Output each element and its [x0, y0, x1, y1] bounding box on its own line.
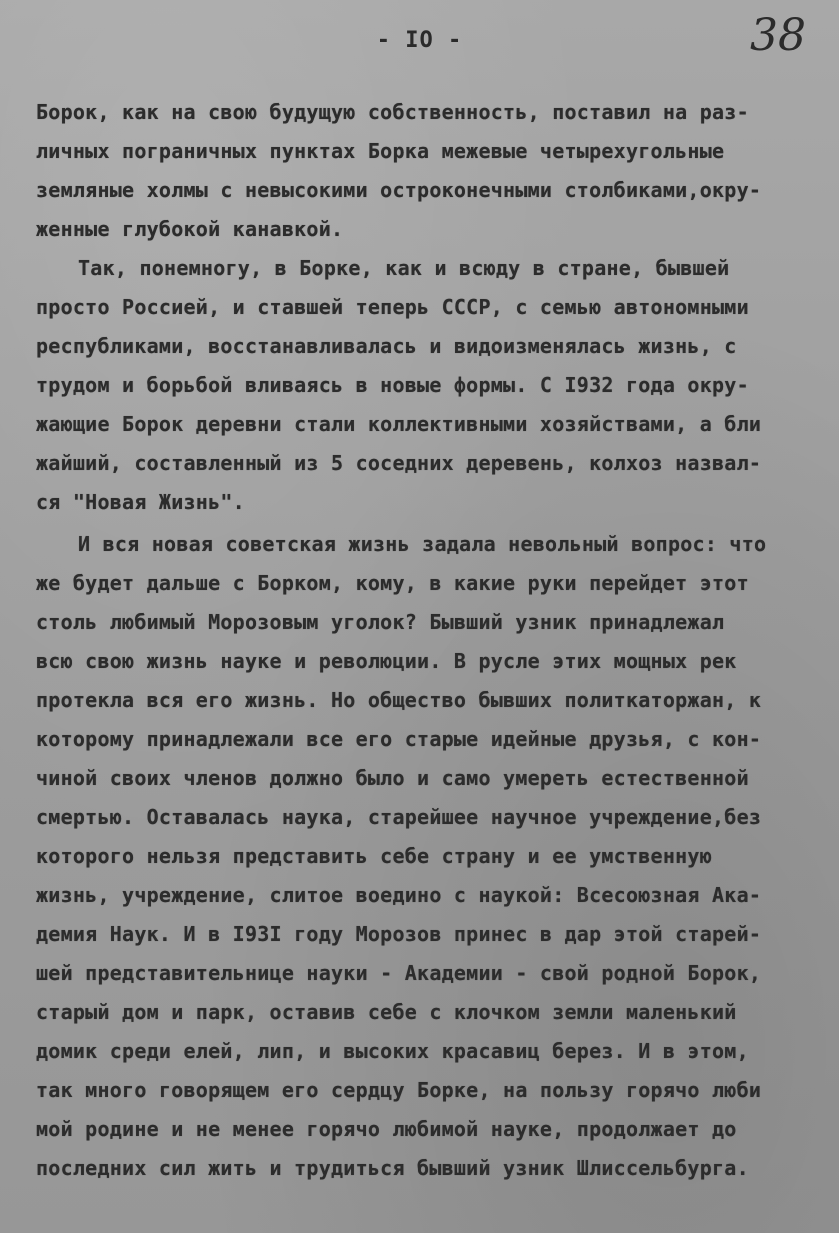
- text-line: жающие Борок деревни стали коллективными хозяйствами, а бли: [36, 412, 762, 436]
- text-line: же будет дальше с Борком, кому, в какие руки перейдет этот: [36, 571, 749, 595]
- text-line: земляные холмы с невысокими остроконечными столбиками,окру-: [36, 178, 762, 202]
- text-line: жизнь, учреждение, слитое воедино с наукой: Всесоюзная Ака-: [36, 883, 762, 907]
- text-line: личных пограничных пунктах Борка межевые четырехугольные: [36, 139, 725, 163]
- text-line: И вся новая советская жизнь задала невольный вопрос: что: [78, 532, 767, 556]
- text-line: так много говорящем его сердцу Борке, на пользу горячо люби: [36, 1078, 762, 1102]
- text-line: домик среди елей, лип, и высоких красавиц берез. И в этом,: [36, 1039, 749, 1063]
- text-line: старый дом и парк, оставив себе с клочком земли маленький: [36, 1000, 737, 1024]
- text-line: демия Наук. И в I93I году Морозов принес в дар этой старей-: [36, 922, 762, 946]
- text-line: протекла вся его жизнь. Но общество бывших политкаторжан, к: [36, 688, 762, 712]
- text-line: которого нельзя представить себе страну и ее умственную: [36, 844, 713, 868]
- text-line: столь любимый Морозовым уголок? Бывший узник принадлежал: [36, 610, 725, 634]
- text-line: которому принадлежали все его старые идейные друзья, с кон-: [36, 727, 762, 751]
- text-line: Борок, как на свою будущую собственность, поставил на раз-: [36, 100, 749, 124]
- text-line: шей представительнице науки - Академии - свой родной Борок,: [36, 961, 762, 985]
- text-line: трудом и борьбой вливаясь в новые формы. С I932 года окру-: [36, 373, 749, 397]
- text-line: просто Россией, и ставшей теперь СССР, с семью автономными: [36, 295, 749, 319]
- text-line: Так, понемногу, в Борке, как и всюду в стране, бывшей: [78, 256, 730, 280]
- page-number: - IO -: [376, 28, 463, 53]
- text-line: смертью. Оставалась наука, старейшее научное учреждение,без: [36, 805, 762, 829]
- text-line: последних сил жить и трудиться бывший узник Шлиссельбурга.: [36, 1156, 749, 1180]
- text-line: мой родине и не менее горячо любимой науке, продолжает до: [36, 1117, 737, 1141]
- text-line: жайший, составленный из 5 соседних деревень, колхоз назвал-: [36, 451, 762, 475]
- handwritten-number-text: 38: [750, 10, 806, 60]
- text-line: чиной своих членов должно было и само умереть естественной: [36, 766, 749, 790]
- text-line: женные глубокой канавкой.: [36, 217, 344, 241]
- text-line: всю свою жизнь науке и революции. В русле этих мощных рек: [36, 649, 737, 673]
- text-line: республиками, восстанавливалась и видоизменялась жизнь, с: [36, 334, 737, 358]
- text-line: ся "Новая Жизнь".: [36, 490, 245, 514]
